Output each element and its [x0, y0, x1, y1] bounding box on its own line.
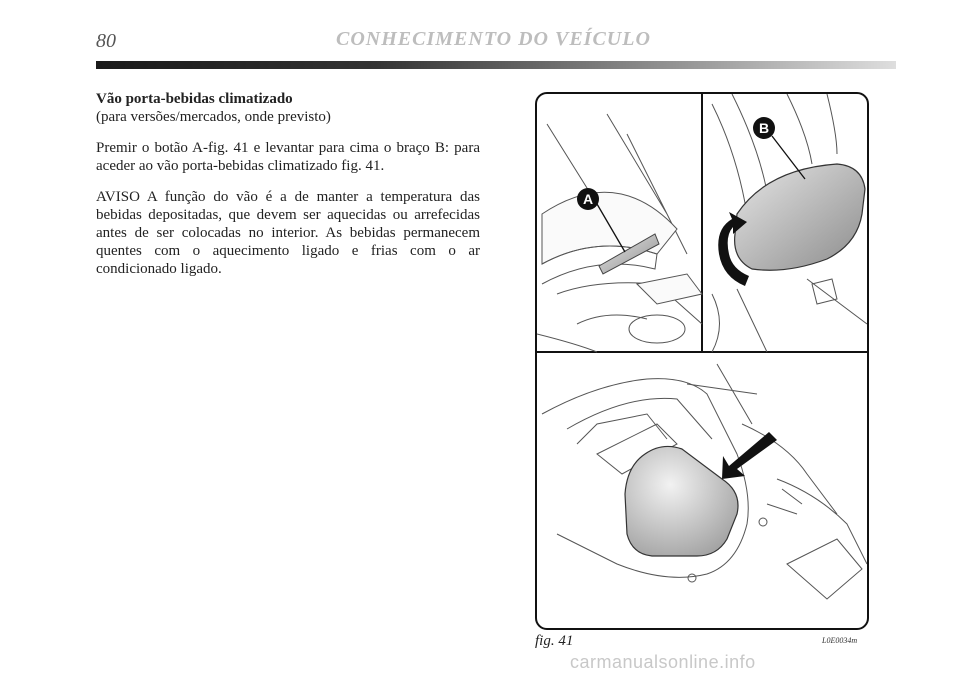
section-title: Vão porta-bebidas climatizado [96, 91, 293, 107]
cup-holder-shape [625, 446, 738, 556]
page-number: 80 [96, 30, 116, 52]
header-rule [96, 61, 896, 69]
running-header: CONHECIMENTO DO VEÍCULO [336, 28, 651, 50]
text-column [96, 90, 480, 291]
figure-caption: fig. 41 [535, 633, 574, 649]
warning-paragraph: AVISO A função do vão é a de manter a temperatura das bebidas depositadas, que devem ser aquecidas ou arrefecidas antes de ser colocadas no interior. As bebidas permanecem quentes com o aquecimento ligado e frias com o ar condicionado ligado. [96, 189, 480, 277]
console-illustration [537, 94, 867, 628]
figure-frame [535, 92, 869, 630]
callout-a-label: A [582, 191, 594, 207]
callout-b-label: B [758, 120, 770, 136]
leader-line-b [772, 136, 805, 179]
watermark-text: carmanualsonline.info [570, 652, 756, 672]
armrest-b-shape [735, 164, 865, 270]
pointer-arrow-icon [722, 432, 777, 479]
section-subtitle: (para versões/mercados, onde previsto) [96, 109, 331, 125]
section-heading [96, 90, 480, 126]
figure-code: L0E0034m [822, 636, 858, 645]
instruction-paragraph: Premir o botão A-fig. 41 e levantar para cima o braço B: para aceder ao vão porta-bebidas climatizado fig. 41. [96, 140, 480, 174]
panel-top-left [537, 114, 702, 352]
